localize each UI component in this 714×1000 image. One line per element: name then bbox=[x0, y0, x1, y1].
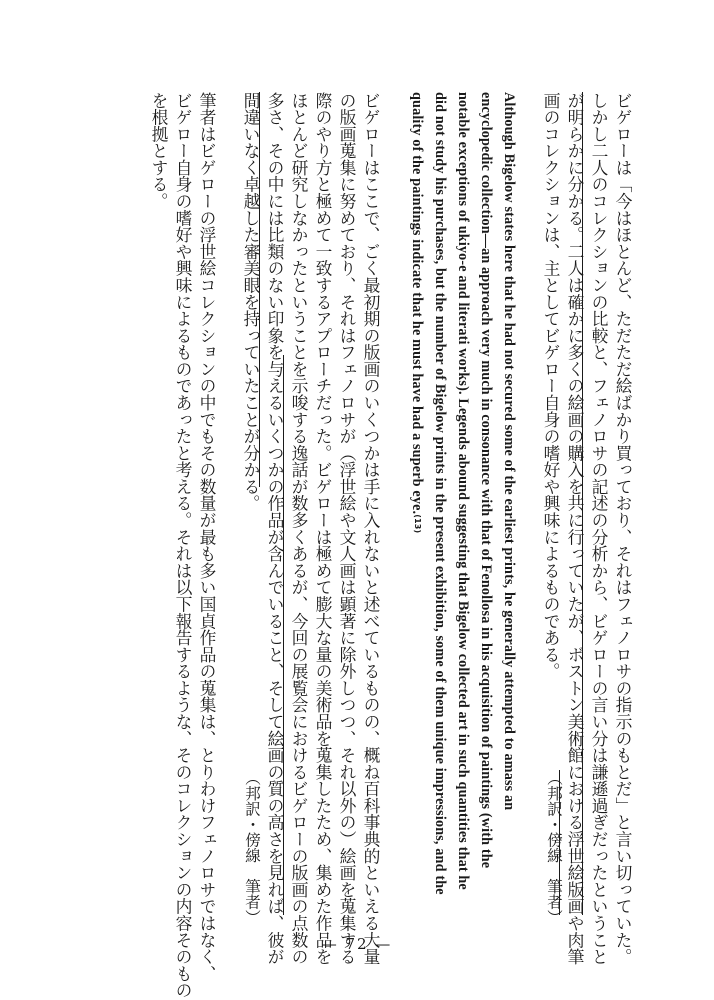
p3-line-2: ビゲロー自身の嗜好や興味によるものであったと考える。それは以下報告するような、そのコレクションの内容そのもの bbox=[173, 92, 193, 999]
p2-line-3: 際のやり方と極めて一致するアプローチだった。ビゲローは極めて膨大な量の美術品を蒐集したため、集めた作品を bbox=[313, 92, 333, 966]
sideline bbox=[582, 92, 583, 915]
p1-line-1: ビゲローは「今はほとんど、ただただ絵ばかり買っており、それはフェノロサの指示のもとだ」と言い切っていた。 bbox=[613, 92, 633, 966]
p2-line-1: ビゲローはここで、ごく最初期の版画のいくつかは手に入れないと述べているものの、概ね百科事典的といえる大量 bbox=[361, 92, 381, 966]
en-line-2: encyclopedic collection—an approach very much in consonance with that of Fenollosa in his acquisition of paintings (with the bbox=[478, 92, 494, 869]
p2-line-5: 多さ、その中には比類のない印象を与えるいくつかの作品が含んでいること、そして絵画の質の高さを見れば、彼が bbox=[265, 92, 285, 966]
sideline bbox=[283, 355, 284, 915]
sideline bbox=[259, 92, 260, 487]
en-line-4: did not study his purchases, but the number of Bigelow prints in the present exhibition, some of them unique impressions, and the bbox=[432, 92, 448, 895]
en-line-1: Although Bigelow states here that he had not secured some of the earliest prints, he generally attempted to amass an bbox=[501, 92, 517, 811]
p3-line-1: 筆者はビゲローの浮世絵コレクションの中でもその数量が最も多い国貞作品の蒐集は、とりわけフェノロサではなく、 bbox=[197, 92, 217, 982]
p3-line-3: を根拠とする。 bbox=[149, 92, 169, 210]
en-line-5-text: quality of the paintings indicate that he must have had a superb eye. bbox=[409, 92, 425, 515]
sideline bbox=[559, 770, 560, 915]
p2-translation-note: （邦訳・傍線 筆者） bbox=[243, 770, 261, 925]
en-line-3: notable exceptions of ukiyo-e and literati works). Legends abound suggesting that Bigelow collected art in such quantities that he bbox=[455, 92, 471, 890]
p2-line-4: ほとんど研究しなかったということを示唆する逸話が数多くあるが、今回の展覧会におけるビゲローの版画の点数の bbox=[289, 92, 309, 966]
p2-line-2: の版画蒐集に努めており、それはフェノロサが（浮世絵や文人画は顕著に除外しつつ、それ以外の）絵画を蒐集する bbox=[337, 92, 357, 966]
p1-line-3: が明らかに分かる。二人は確かに多くの絵画の購入を共に行っていたが、ボストン美術館における浮世絵版画や肉筆 bbox=[565, 92, 585, 966]
footnote-ref: (13) bbox=[413, 514, 422, 534]
p2-line-6: 間違いなく卓越した審美眼を持っていたことが分かる。 bbox=[241, 92, 261, 512]
p1-line-4: 画のコレクションは、主としてビゲロー自身の嗜好や興味によるものである。 bbox=[541, 92, 561, 680]
p1-line-2: しかし二人のコレクションの比較と、フェノロサの記述の分析から、ビゲローの言い分は謙遜過ぎだったということ bbox=[589, 92, 609, 966]
p1-translation-note: （邦訳・傍線 筆者） bbox=[545, 770, 563, 925]
page-number: — 72 — bbox=[321, 935, 393, 953]
en-line-5 bbox=[408, 92, 426, 533]
